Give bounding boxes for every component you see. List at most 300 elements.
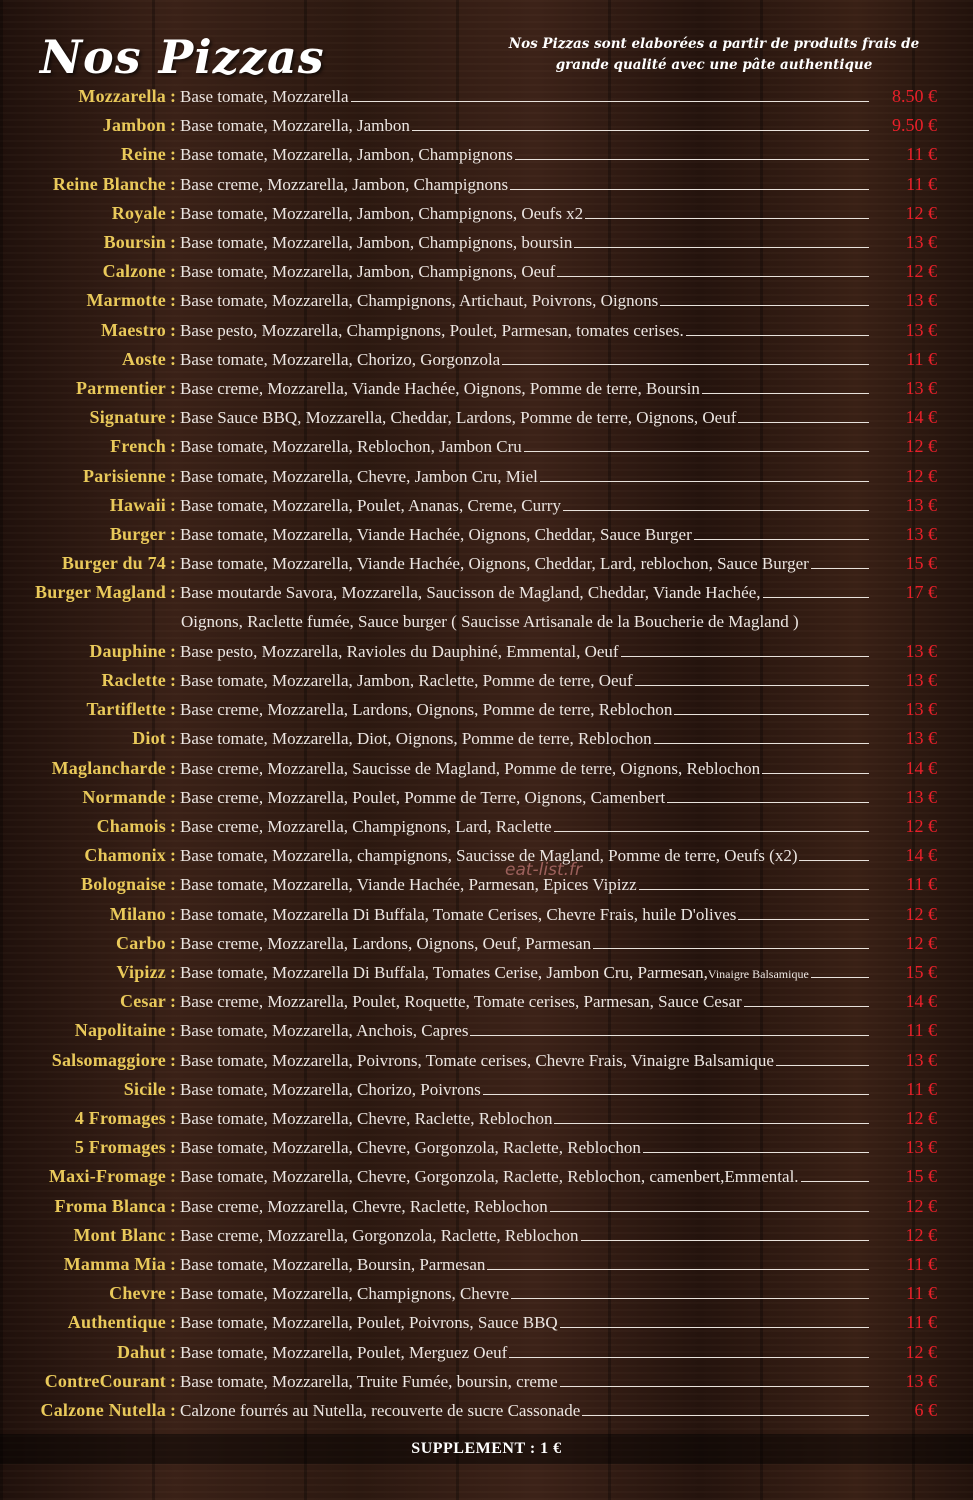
menu-item: [0, 524, 973, 553]
name-separator: :: [170, 173, 176, 194]
pizza-description: [180, 1080, 871, 1100]
pizza-price: 13 €: [905, 319, 937, 340]
name-separator: :: [170, 640, 176, 661]
menu-item: [0, 436, 973, 465]
description-continuation: Oignons, Raclette fumée, Sauce burger ( Saucisse Artisanale de la Boucherie de Magland ): [181, 611, 799, 631]
pizza-name: Reine Blanche: [52, 173, 166, 194]
pizza-price: 11 €: [906, 1312, 937, 1333]
pizza-description: [180, 321, 871, 341]
pizza-description: [180, 262, 871, 282]
leader-line: [560, 1326, 869, 1328]
description-text: Base tomate, Mozzarella, Chevre, Jambon Cru, Miel: [180, 466, 538, 486]
leader-line: [799, 859, 869, 861]
pizza-name: Burger Magland: [35, 582, 166, 603]
pizza-description: [180, 437, 871, 457]
pizza-name: Froma Blanca: [54, 1195, 166, 1216]
pizza-name: ContreCourant: [44, 1370, 166, 1391]
pizza-name: Calzone Nutella: [40, 1400, 166, 1420]
menu-item: [0, 203, 973, 232]
pizza-description: [180, 759, 871, 779]
menu-item: [0, 174, 973, 203]
pizza-description: [180, 1197, 871, 1217]
description-text: Base creme, Mozzarella, Champignons, Lard, Raclette: [180, 817, 552, 836]
pizza-name: French: [110, 436, 166, 457]
leader-line: [509, 1356, 869, 1358]
pizza-description: [180, 1372, 871, 1392]
description-text: Base tomate, Mozzarella, Chorizo, Poivrons: [180, 1079, 481, 1099]
leader-line: [811, 976, 869, 978]
menu-item: [0, 232, 973, 261]
pizza-description: [180, 379, 871, 399]
pizza-price: 13 €: [905, 1049, 937, 1070]
leader-line: [702, 392, 869, 394]
menu-item: [0, 1196, 973, 1225]
pizza-price: 12 €: [905, 1224, 937, 1245]
pizza-description: [180, 496, 871, 516]
name-separator: :: [170, 144, 176, 165]
pizza-name: Jambon: [102, 115, 166, 136]
name-separator: :: [170, 1195, 176, 1216]
leader-line: [738, 918, 869, 920]
name-separator: :: [170, 1283, 176, 1304]
pizza-price: 11 €: [906, 874, 937, 895]
description-text: Base tomate, Mozzarella, Chorizo, Gorgonzola: [180, 349, 501, 369]
pizza-price: 12 €: [905, 903, 937, 924]
name-separator: :: [170, 845, 176, 866]
pizza-name: Authentique: [67, 1312, 166, 1333]
leader-line: [582, 1414, 869, 1416]
description-text: Base tomate, Mozzarella, Poulet, Poivrons, Sauce BBQ: [180, 1313, 558, 1333]
menu-item: [0, 378, 973, 407]
description-text: Base tomate, Mozzarella, Jambon, Raclette, Pomme de terre, Oeuf: [180, 671, 633, 690]
pizza-price: 13 €: [905, 670, 937, 690]
description-text: Base tomate, Mozzarella, Poulet, Ananas, Creme, Curry: [180, 495, 561, 515]
name-separator: :: [170, 407, 176, 428]
description-text: Base tomate, Mozzarella, Jambon, Champignons: [180, 145, 513, 165]
pizza-name: Vipizz: [116, 962, 166, 982]
leader-line: [515, 158, 869, 160]
leader-line: [560, 1385, 869, 1387]
menu-item: [0, 1400, 973, 1429]
description-text: Base tomate, Mozzarella, Viande Hachée, Oignons, Cheddar, Sauce Burger: [180, 525, 692, 544]
description-text: Base tomate, Mozzarella, Poivrons, Tomate cerises, Chevre Frais, Vinaigre Balsamique: [180, 1050, 774, 1070]
pizza-description: [180, 1255, 871, 1275]
name-separator: :: [170, 1312, 176, 1333]
leader-line: [643, 1151, 869, 1153]
leader-line: [660, 304, 869, 306]
description-text: Base creme, Mozzarella, Jambon, Champignons: [180, 174, 509, 194]
leader-line: [621, 655, 869, 657]
leader-line: [563, 509, 869, 511]
pizza-name: Parisienne: [83, 465, 166, 486]
pizza-description: [180, 729, 871, 749]
menu-item: [0, 904, 973, 933]
pizza-price: 14 €: [905, 991, 937, 1012]
pizza-description: [180, 905, 871, 925]
pizza-description: [180, 1343, 871, 1363]
name-separator: :: [170, 1341, 176, 1362]
pizza-description: [180, 554, 871, 574]
name-separator: :: [170, 582, 176, 603]
leader-line: [554, 1122, 869, 1124]
pizza-name: Milano: [109, 903, 166, 924]
leader-line: [593, 947, 869, 949]
pizza-price: 13 €: [905, 1137, 937, 1158]
pizza-description: [180, 671, 871, 691]
pizza-description: [180, 350, 871, 370]
name-separator: :: [170, 348, 176, 369]
menu-item: [0, 933, 973, 962]
menu-item: [0, 874, 973, 903]
description-text: Base tomate, Mozzarella, Jambon: [180, 116, 410, 136]
pizza-description: [180, 1313, 871, 1333]
pizza-description: [180, 1284, 871, 1304]
menu-item: [0, 728, 973, 757]
description-text: Base moutarde Savora, Mozzarella, Saucisson de Magland, Cheddar, Viande Hachée,: [180, 583, 761, 603]
menu-item: [0, 845, 973, 874]
name-separator: :: [170, 728, 176, 749]
menu-item: [0, 144, 973, 173]
menu-item: [0, 1108, 973, 1137]
pizza-name: Maglancharde: [51, 757, 166, 778]
name-separator: :: [170, 290, 176, 311]
leader-line: [762, 772, 869, 774]
menu-item: [0, 787, 973, 816]
name-separator: :: [170, 670, 176, 690]
description-text: Base pesto, Mozzarella, Champignons, Poulet, Parmesan, tomates cerises.: [180, 320, 684, 340]
pizza-description: [180, 1109, 871, 1129]
description-text: Base tomate, Mozzarella, Jambon, Champignons, Oeuf: [180, 262, 556, 282]
name-separator: :: [170, 232, 176, 252]
name-separator: :: [170, 903, 176, 924]
menu-item: [0, 1137, 973, 1166]
pizza-description: [180, 642, 871, 662]
leader-line: [540, 480, 869, 482]
pizza-price: 12 €: [905, 202, 937, 223]
pizza-price: 17 €: [905, 582, 937, 603]
menu-item: [0, 1225, 973, 1254]
pizza-name: Burger: [109, 524, 166, 544]
leader-line: [574, 246, 869, 248]
leader-line: [694, 538, 869, 540]
name-separator: :: [170, 524, 176, 544]
name-separator: :: [170, 1137, 176, 1158]
menu-item: [0, 261, 973, 290]
menu-item: [0, 1342, 973, 1371]
menu-item: [0, 407, 973, 436]
menu-item: [0, 1020, 973, 1049]
menu-item: [0, 670, 973, 699]
pizza-name: Maxi-Fromage: [48, 1166, 166, 1187]
pizza-name: Dahut: [116, 1341, 166, 1362]
name-separator: :: [170, 1224, 176, 1245]
pizza-description: [180, 408, 871, 428]
pizza-price: 13 €: [905, 786, 937, 807]
pizza-name: Carbo: [116, 932, 166, 953]
pizza-name: Raclette: [101, 670, 166, 690]
description-text: Base creme, Mozzarella, Viande Hachée, Oignons, Pomme de terre, Boursin: [180, 379, 700, 398]
pizza-price: 13 €: [905, 728, 937, 749]
pizza-price: 12 €: [905, 261, 937, 282]
pizza-price: 12 €: [905, 1195, 937, 1216]
name-separator: :: [170, 757, 176, 778]
pizza-price: 12 €: [905, 816, 937, 836]
pizza-price: 13 €: [905, 640, 937, 661]
pizza-description: [180, 116, 871, 136]
name-separator: :: [170, 378, 176, 398]
menu-item: [0, 495, 973, 524]
pizza-description: [180, 788, 871, 808]
pizza-name: Signature: [89, 407, 166, 428]
pizza-name: Normande: [82, 786, 166, 807]
menu-item-continuation: [0, 612, 973, 641]
supplement-bar: [0, 1434, 973, 1464]
pizza-description: [180, 87, 871, 107]
leader-line: [811, 567, 869, 569]
pizza-description: [180, 525, 871, 545]
pizza-price: 14 €: [905, 845, 937, 866]
pizza-price: 11 €: [906, 348, 937, 369]
pizza-description: [180, 467, 871, 487]
pizza-price: 12 €: [905, 1341, 937, 1362]
pizza-description: [180, 204, 871, 224]
pizza-price: 11 €: [906, 1283, 937, 1304]
leader-line: [686, 334, 869, 336]
pizza-name: Diot: [132, 728, 166, 749]
pizza-price: 13 €: [905, 494, 937, 515]
leader-line: [502, 363, 869, 365]
name-separator: :: [170, 1370, 176, 1391]
pizza-price: 13 €: [905, 378, 937, 398]
pizza-name: Salsomaggiore: [51, 1049, 166, 1070]
menu-item: [0, 991, 973, 1020]
pizza-name: Chamonix: [84, 845, 166, 866]
menu-item: [0, 1166, 973, 1195]
leader-line: [487, 1268, 869, 1270]
leader-line: [511, 1297, 869, 1299]
description-text: Base tomate, Mozzarella, Poulet, Merguez Oeuf: [180, 1342, 508, 1362]
name-separator: :: [170, 1108, 176, 1128]
description-text: Base tomate, Mozzarella, Champignons, Chevre: [180, 1284, 510, 1304]
name-separator: :: [170, 816, 176, 836]
leader-line: [585, 217, 869, 219]
description-text: Base tomate, Mozzarella, Chevre, Raclette, Reblochon: [180, 1109, 553, 1128]
pizza-name: Maestro: [100, 319, 166, 340]
pizza-price: 12 €: [905, 932, 937, 953]
name-separator: :: [170, 86, 176, 106]
description-text: Base tomate, Mozzarella, champignons, Saucisse de Magland, Pomme de terre, Oeufs (x2): [180, 846, 798, 866]
name-separator: :: [170, 436, 176, 457]
menu-item: [0, 1312, 973, 1341]
pizza-description: [180, 1401, 871, 1421]
pizza-name: Mozzarella: [78, 86, 166, 106]
pizza-name: Cesar: [120, 991, 166, 1012]
pizza-description: [180, 233, 871, 253]
pizza-description: [180, 1138, 871, 1158]
name-separator: :: [170, 553, 176, 574]
pizza-description: [180, 700, 871, 720]
name-separator: :: [170, 261, 176, 282]
pizza-name: Burger du 74: [61, 553, 166, 574]
name-separator: :: [170, 932, 176, 953]
name-separator: :: [170, 319, 176, 340]
leader-line: [654, 742, 869, 744]
pizza-price: 13 €: [905, 1370, 937, 1391]
leader-line: [581, 1239, 869, 1241]
description-text: Base tomate, Mozzarella Di Buffala, Tomate Cerises, Chevre Frais, huile D'olives: [180, 904, 737, 924]
pizza-name: Chevre: [109, 1283, 166, 1304]
description-text: Base creme, Mozzarella, Poulet, Pomme de Terre, Oignons, Camenbert: [180, 787, 666, 807]
pizza-price: 8.50 €: [892, 86, 937, 106]
pizza-description: [180, 145, 871, 165]
leader-line: [483, 1093, 869, 1095]
pizza-price: 14 €: [905, 757, 937, 778]
description-text: Base creme, Mozzarella, Lardons, Oignons, Oeuf, Parmesan: [180, 933, 592, 953]
description-text: Base tomate, Mozzarella, Viande Hachée, Oignons, Cheddar, Lard, reblochon, Sauce Burger: [180, 554, 809, 574]
pizza-price: 11 €: [906, 1020, 937, 1041]
menu-item: [0, 816, 973, 845]
description-text: Base pesto, Mozzarella, Ravioles du Dauphiné, Emmental, Oeuf: [180, 641, 619, 661]
description-text: Base tomate, Mozzarella, Reblochon, Jambon Cru: [180, 437, 522, 457]
pizza-name: Marmotte: [86, 290, 166, 311]
pizza-description: [180, 817, 871, 837]
pizza-name: Chamois: [96, 816, 166, 836]
description-text: Base tomate, Mozzarella, Chevre, Gorgonzola, Raclette, Reblochon, camenbert,Emmental.: [180, 1167, 799, 1187]
pizza-price: 12 €: [905, 1108, 937, 1128]
pizza-description: [180, 1051, 871, 1071]
leader-line: [524, 450, 869, 452]
description-text: Base tomate, Mozzarella, Jambon, Champignons, Oeufs x2: [180, 203, 584, 223]
pizza-price: 13 €: [905, 232, 937, 252]
pizza-price: 13 €: [905, 524, 937, 544]
leader-line: [738, 421, 869, 423]
pizza-price: 15 €: [905, 1166, 937, 1187]
pizza-name: Hawaii: [109, 494, 166, 515]
description-text: Base tomate, Mozzarella, Jambon, Champignons, boursin: [180, 233, 573, 252]
name-separator: :: [170, 786, 176, 807]
leader-line: [744, 1005, 869, 1007]
menu-item: [0, 758, 973, 787]
description-text: Base tomate, Mozzarella: [180, 87, 349, 106]
pizza-description: [180, 934, 871, 954]
description-text: Base tomate, Mozzarella, Viande Hachée, Parmesan, Epices Vipizz: [180, 875, 637, 895]
pizza-name: 5 Fromages: [74, 1137, 166, 1158]
pizza-price: 14 €: [905, 407, 937, 428]
pizza-name: Napolitaine: [74, 1020, 166, 1041]
description-text: Base tomate, Mozzarella, Champignons, Artichaut, Poivrons, Oignons: [180, 291, 659, 311]
pizza-description: [180, 1021, 871, 1041]
leader-line: [550, 1210, 869, 1212]
pizza-name: Aoste: [122, 348, 166, 369]
leader-line: [635, 684, 869, 686]
leader-line: [351, 100, 869, 102]
menu-item: [0, 582, 973, 611]
menu-item: [0, 962, 973, 991]
menu-item: [0, 115, 973, 144]
name-separator: :: [170, 1020, 176, 1041]
tagline: Nos Pizzas sont elaborées a partir de produits frais de grande qualité avec une pâte authentique: [508, 36, 920, 73]
description-text: Base tomate, Mozzarella, Truite Fumée, boursin, creme: [180, 1371, 558, 1391]
name-separator: :: [170, 1166, 176, 1187]
menu-item: [0, 1371, 973, 1400]
pizza-name: Boursin: [103, 232, 166, 252]
pizza-price: 11 €: [906, 144, 937, 165]
description-text: Base tomate, Mozzarella, Anchois, Capres: [180, 1021, 469, 1041]
watermark: eat-list.fr: [505, 860, 583, 880]
menu-item: [0, 1050, 973, 1079]
name-separator: :: [170, 1400, 176, 1420]
pizza-price: 15 €: [905, 962, 937, 982]
leader-line: [674, 713, 869, 715]
name-separator: :: [170, 115, 176, 136]
leader-line: [667, 801, 869, 803]
leader-line: [470, 1034, 869, 1036]
description-text: Base tomate, Mozzarella Di Buffala, Tomates Cerise, Jambon Cru, Parmesan,: [180, 963, 708, 982]
pizza-description: [180, 583, 871, 603]
name-separator: :: [170, 874, 176, 895]
description-text: Base tomate, Mozzarella, Diot, Oignons, Pomme de terre, Reblochon: [180, 729, 652, 749]
menu-item: [0, 1283, 973, 1312]
name-separator: :: [170, 1254, 176, 1274]
pizza-description: [180, 1167, 871, 1187]
name-separator: :: [170, 202, 176, 223]
menu-item: [0, 290, 973, 319]
leader-line: [639, 888, 869, 890]
pizza-price: 13 €: [905, 699, 937, 720]
description-text: Base creme, Mozzarella, Gorgonzola, Raclette, Reblochon: [180, 1225, 579, 1245]
description-text: Base creme, Mozzarella, Saucisse de Magland, Pomme de terre, Oignons, Reblochon: [180, 758, 761, 778]
name-separator: :: [170, 962, 176, 982]
menu-item: [0, 320, 973, 349]
name-separator: :: [170, 1049, 176, 1070]
name-separator: :: [170, 465, 176, 486]
name-separator: :: [170, 494, 176, 515]
leader-line: [554, 830, 870, 832]
pizza-name: Calzone: [102, 261, 166, 282]
pizza-price: 6 €: [914, 1400, 937, 1420]
description-text: Base creme, Mozzarella, Poulet, Roquette, Tomate cerises, Parmesan, Sauce Cesar: [180, 992, 742, 1012]
pizza-name: Tartiflette: [86, 699, 166, 720]
leader-line: [763, 596, 869, 598]
menu-item: [0, 349, 973, 378]
description-text: Base tomate, Mozzarella, Boursin, Parmesan: [180, 1255, 486, 1274]
menu-item: [0, 641, 973, 670]
pizza-name: Sicile: [123, 1078, 166, 1099]
pizza-name: Bolognaise: [80, 874, 166, 895]
pizza-name: 4 Fromages: [74, 1108, 166, 1128]
menu-item: [0, 1079, 973, 1108]
name-separator: :: [170, 1078, 176, 1099]
menu-item: [0, 1254, 973, 1283]
leader-line: [801, 1180, 869, 1182]
pizza-name: Reine: [121, 144, 166, 165]
pizza-name: Mont Blanc: [73, 1224, 166, 1245]
menu-item: [0, 699, 973, 728]
pizza-price: 12 €: [905, 436, 937, 457]
menu-item: [0, 553, 973, 582]
pizza-name: Parmentier: [76, 378, 166, 398]
pizza-price: 11 €: [906, 1254, 937, 1274]
pizza-name: Dauphine: [89, 640, 166, 661]
pizza-price: 11 €: [906, 173, 937, 194]
description-text: Base creme, Mozzarella, Lardons, Oignons, Pomme de terre, Reblochon: [180, 700, 673, 720]
description-text: Base tomate, Mozzarella, Chevre, Gorgonzola, Raclette, Reblochon: [180, 1138, 641, 1158]
supplement-text: SUPPLEMENT : 1 €: [411, 1440, 562, 1457]
pizza-price: 11 €: [906, 1078, 937, 1099]
pizza-price: 9.50 €: [892, 115, 937, 136]
description-text: Base Sauce BBQ, Mozzarella, Cheddar, Lardons, Pomme de terre, Oignons, Oeuf: [180, 408, 737, 428]
description-text: Base creme, Mozzarella, Chevre, Raclette, Reblochon: [180, 1196, 548, 1216]
